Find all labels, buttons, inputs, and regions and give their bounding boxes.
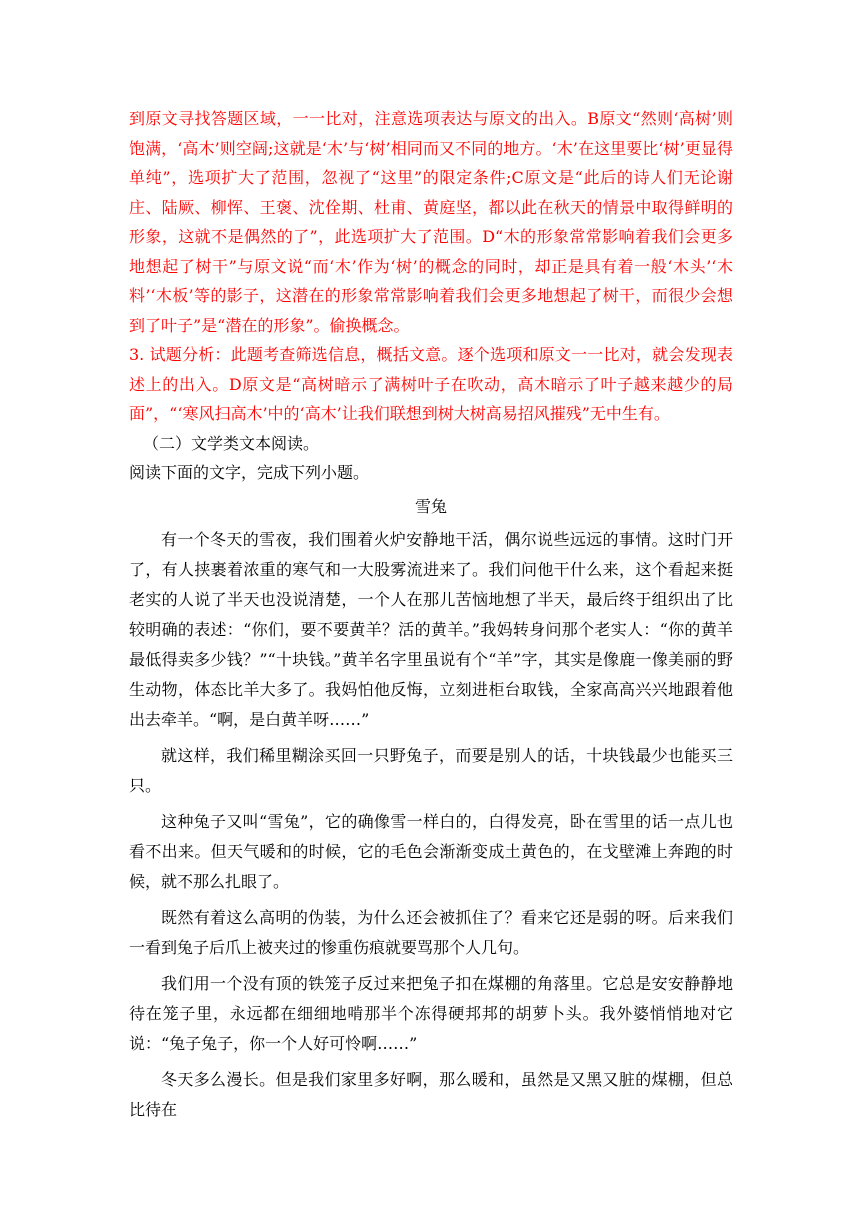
answer-explanation-paragraph: 到原文寻找答题区域，一一比对，注意选项表达与原文的出入。B原文“然则‘高树’则饱满，‘高木’则空阔;这就是‘木’与‘树’相同而又不同的地方。‘木’在这里要比‘树’更显得单纯”，选项扩大了范围，忽视了“这里”的限定条件;C原文是“此后的诗人们无论谢庄、陆厥、柳恽、王褒、沈佺期、杜甫、黄庭坚，都以此在秋天的情景中取得鲜明的形象，这就不是偶然的了”，此选项扩大了范围。D“木的形象常常影响着我们会更多地想起了树干”与原文说“而‘木’作为‘树’的概念的同时，却正是具有着一般‘木头’‘木料’‘木板’等的影子，这潜在的形象常常影响着我们会更多地想起了树干，而很少会想到了叶子”是“潜在的形象”。偷换概念。	[129, 109, 733, 335]
section-heading: （二）文学类文本阅读。	[143, 433, 320, 453]
story-paragraph: 我们用一个没有顶的铁笼子反过来把兔子扣在煤棚的角落里。它总是安安静静地待在笼子里，永远都在细细地啃那半个冻得硬邦邦的胡萝卜头。我外婆悄悄地对它说：“兔子兔子，你一个人好可怜啊……”	[129, 974, 733, 1053]
answer-analysis-3: 3. 试题分析：此题考查筛选信息，概括文意。逐个选项和原文一一比对，就会发现表述上的出入。D原文是“高树暗示了满树叶子在吹动，高木暗示了叶子越来越少的局面”，“‘寒风扫高木’中的‘高木’让我们联想到树大树高易招风摧残”无中生有。	[129, 345, 733, 423]
story-paragraph: 这种兔子又叫“雪兔”，它的确像雪一样白的，白得发亮，卧在雪里的话一点儿也看不出来。但天气暖和的时候，它的毛色会渐渐变成土黄色的，在戈壁滩上奔跑的时候，就不那么扎眼了。	[129, 812, 733, 891]
story-paragraph: 既然有着这么高明的伪装，为什么还会被抓住了？看来它还是弱的呀。后来我们一看到兔子后爪上被夹过的惨重伤痕就要骂那个人几句。	[129, 908, 733, 957]
story-paragraph: 就这样，我们稀里糊涂买回一只野兔子，而要是别人的话，十块钱最少也能买三只。	[129, 746, 733, 795]
reading-instruction: 阅读下面的文字，完成下列小题。	[129, 463, 370, 482]
story-title: 雪兔	[414, 496, 447, 516]
page-content	[129, 104, 733, 1131]
story-paragraph: 冬天多么漫长。但是我们家里多好啊，那么暖和，虽然是又黑又脏的煤棚，但总比待在	[129, 1070, 733, 1119]
story-paragraph: 有一个冬天的雪夜，我们围着火炉安静地干活，偶尔说些远远的事情。这时门开了，有人挟裹着浓重的寒气和一大股雾流进来了。我们问他干什么来，这个看起来挺老实的人说了半天也没说清楚，一个人在那儿苦恼地想了半天，最后终于组织出了比较明确的表述：“你们，要不要黄羊？活的黄羊。”我妈转身问那个老实人：“你的黄羊最低得卖多少钱？”“十块钱。”黄羊名字里虽说有个“羊”字，其实是像鹿一像美丽的野生动物，体态比羊大多了。我妈怕他反悔，立刻进柜台取钱，全家高高兴兴地跟着他出去牵羊。“啊，是白黄羊呀……”	[129, 530, 733, 729]
